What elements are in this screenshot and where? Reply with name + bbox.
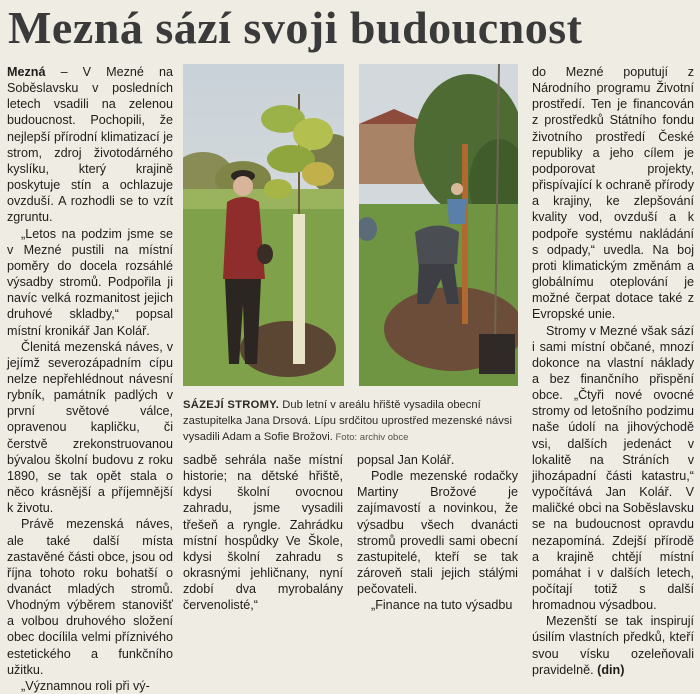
closing-text: Mezenští se tak inspirují úsilím vlastních předků, kteří svou vísku ozeleňovali pravidelně. [532,614,694,677]
photo-linden-planting-image [359,64,518,386]
photo-credit: Foto: archiv obce [332,432,409,443]
paragraph: Stromy v Mezné však sází i sami místní občané, mnozí dokonce na vlastní náklady a bez finančního přispění obce. „Čtyři nové ovocné stromy od letošního podzimu naše údolí na jihovýchodě vsi, dalších jedenáct v lokalitě na Stráních v jihozápadní části katastru,“ vypočítává Jan Kolář. V maličké obci na Soběslavsku se na budoucnost opravdu nezapomíná. Zdejší přírodě a krajině chtějí místní pomáhat i v dalších letech, počítají totiž s další hromadnou výsadbou. [532,323,694,613]
text-column-2 [183,452,343,614]
caption-title: SÁZEJÍ STROMY. [183,399,280,411]
paragraph: „Letos na podzim jsme se v Mezné pustili na místní poměry do docela rozsáhlé výsadby stromů. Podpořila ji navíc velká rozmanitost jejich druhové skladby,“ popsal místní kronikář Jan Kolář. [7,226,173,338]
caption-text: Dub letní v areálu hřiště vysadila obecní zastupitelka Jana Drsová. Lípu srdčitou uprostřed mezenské návsi vysadili Adam a Sofie Brožovi. [183,399,512,443]
dateline: Mezná [7,65,46,79]
text-column-4 [532,64,694,678]
paragraph: sadbě sehrála naše místní historie; na dětské hřiště, kdysi školní ovocnou zahradu, jsme vysadili třešeň a ryngle. Zahrádku místní hospůdky Ve Škole, kdysi školní zahradu s okrasnými jehličnany, nyní zdobí dva myrobalány červenolisté,“ [183,453,343,613]
paragraph: „Finance na tuto výsadbu [371,598,513,613]
paragraph [532,613,694,678]
photo-oak-planting [183,64,344,386]
paragraph: Podle mezenské rodačky Martiny Brožové je zajímavostí a novinkou, že výsadbu všech dvanácti stromů provedli sami obecní zastupitelé, kteří se tak zároveň stali jejich stálými pečovateli. [357,469,518,597]
paragraph: popsal Jan Kolář. [357,453,455,467]
article-headline: Mezná sází svoji budoucnost [8,2,583,53]
text-column-3 [357,452,518,614]
paragraph: „Významnou roli při vý- [21,678,150,693]
paragraph: do Mezné poputují z Národního programu Životní prostředí. Ten je financován z prostředků Státního fondu životního prostředí České republiky a jeho cílem je podporovat projekty, přispívající k ochraně přírody a krajiny, ke zlepšování kvality vod, ovzduší a k podpoře systému nakládání s odpady,“ uvedla. Na boj proti klimatickým změnám a globálnímu oteplování je možné čerpat dotace také z Evropské unie. [532,65,694,322]
text-column-1 [7,64,173,694]
photo-linden-planting [359,64,518,386]
paragraph: Členitá mezenská náves, v jejímž severozápadním cípu nelze nepřehlédnout návesní rybník, památník padlých v první světové válce, opravenou kapličku, či čerstvě zrekonstruovanou bývalou školní budovu z roku 1890, se tak opět stala o něco krásnější a příjemnější k životu. [7,339,173,516]
lead-paragraph [7,64,173,226]
author-signature: (din) [597,662,625,677]
photo-caption [183,397,519,446]
photo-oak-planting-image [183,64,344,386]
paragraph: Právě mezenská náves, ale také další místa zastavěné části obce, jsou od října tohoto roku bohatší o dvanáct mladých stromů. Vhodným výběrem stanovišť a volbou druhového složení obec docílila velmi příznivého estetického a funkčního užitku. [7,517,173,677]
lead-text: – V Mezné na Soběslavsku v posledních letech vsadili na zelenou budoucnost. Pochopili, že nejlepší přírodní klimatizací je strom, zdroj životodárného kyslíku, který krajině poskytuje stín a ochlazuje ovzduší. A rozhodli se to vzít zgruntu. [7,65,173,225]
